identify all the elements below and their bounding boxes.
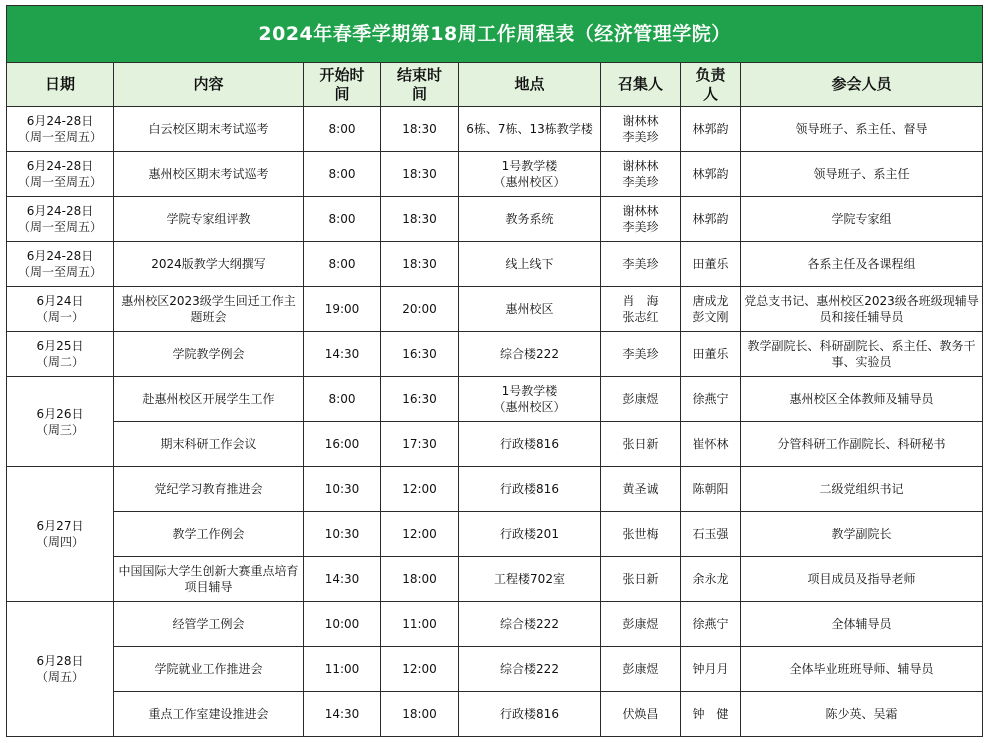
date-line1: 6月24-28日	[26, 159, 94, 173]
start-time-cell: 10:30	[304, 512, 381, 557]
date-line2: （周一至周五）	[17, 220, 102, 234]
attendees-cell: 全体毕业班班导师、辅导员	[741, 647, 983, 692]
start-time-cell: 11:00	[304, 647, 381, 692]
location-line1: 1号教学楼	[501, 159, 558, 173]
location-line1: 教务系统	[505, 212, 554, 226]
location-cell	[459, 557, 601, 602]
table-row	[7, 197, 983, 242]
attendees-cell: 教学副院长	[741, 512, 983, 557]
location-cell	[459, 287, 601, 332]
content-cell: 党纪学习教育推进会	[114, 467, 304, 512]
end-time-cell: 18:30	[381, 197, 459, 242]
convener-line2: 李美珍	[622, 175, 659, 189]
convener-line1: 肖 海	[622, 294, 659, 308]
end-time-cell: 18:30	[381, 152, 459, 197]
location-line1: 行政楼816	[500, 707, 559, 721]
responsible-line1: 徐燕宁	[692, 392, 729, 406]
attendees-cell: 惠州校区全体教师及辅导员	[741, 377, 983, 422]
content-cell: 学院专家组评教	[114, 197, 304, 242]
table-row	[7, 377, 983, 422]
location-cell	[459, 152, 601, 197]
location-line1: 综合楼222	[500, 617, 559, 631]
convener-cell	[601, 332, 681, 377]
responsible-cell	[681, 197, 741, 242]
responsible-line2: 彭文刚	[692, 310, 729, 324]
start-time-cell: 10:30	[304, 467, 381, 512]
location-line1: 综合楼222	[500, 662, 559, 676]
end-time-cell: 20:00	[381, 287, 459, 332]
header-start-time	[304, 63, 381, 107]
end-time-cell: 12:00	[381, 512, 459, 557]
table-row	[7, 557, 983, 602]
attendees-cell: 二级党组织书记	[741, 467, 983, 512]
header-location: 地点	[459, 63, 601, 107]
convener-line1: 张世梅	[622, 527, 659, 541]
date-line2: （周一至周五）	[17, 130, 102, 144]
convener-line1: 张日新	[622, 572, 659, 586]
date-line2: （周一至周五）	[17, 175, 102, 189]
convener-line2: 李美珍	[622, 130, 659, 144]
content-cell: 白云校区期末考试巡考	[114, 107, 304, 152]
start-time-cell: 14:30	[304, 332, 381, 377]
date-line1: 6月24-28日	[26, 114, 94, 128]
location-line1: 行政楼816	[500, 482, 559, 496]
content-cell: 2024版教学大纲撰写	[114, 242, 304, 287]
content-cell: 学院就业工作推进会	[114, 647, 304, 692]
location-cell	[459, 602, 601, 647]
responsible-line1: 林郭韵	[692, 167, 729, 181]
table-row	[7, 242, 983, 287]
location-cell	[459, 377, 601, 422]
attendees-cell: 学院专家组	[741, 197, 983, 242]
convener-cell	[601, 107, 681, 152]
location-cell	[459, 242, 601, 287]
location-line1: 线上线下	[505, 257, 554, 271]
location-line1: 行政楼816	[500, 437, 559, 451]
header-start-line1: 开始时	[319, 65, 365, 84]
end-time-cell: 16:30	[381, 377, 459, 422]
schedule-table	[6, 5, 983, 737]
start-time-cell: 14:30	[304, 557, 381, 602]
convener-cell	[601, 197, 681, 242]
header-convener: 召集人	[601, 63, 681, 107]
responsible-line1: 崔怀林	[692, 437, 729, 451]
date-line2: （周二）	[35, 355, 84, 369]
responsible-line1: 田董乐	[692, 347, 729, 361]
header-date: 日期	[7, 63, 114, 107]
location-cell	[459, 467, 601, 512]
date-line1: 6月24-28日	[26, 204, 94, 218]
location-line1: 行政楼201	[500, 527, 559, 541]
convener-cell	[601, 557, 681, 602]
responsible-line1: 余永龙	[692, 572, 729, 586]
attendees-cell: 全体辅导员	[741, 602, 983, 647]
content-cell: 期末科研工作会议	[114, 422, 304, 467]
table-row	[7, 512, 983, 557]
attendees-cell: 陈少英、吴霜	[741, 692, 983, 737]
date-line1: 6月24日	[36, 294, 84, 308]
end-time-cell: 18:00	[381, 557, 459, 602]
date-line1: 6月24-28日	[26, 249, 94, 263]
date-cell	[7, 602, 114, 737]
responsible-line1: 林郭韵	[692, 122, 729, 136]
convener-line1: 谢林林	[622, 204, 659, 218]
convener-line1: 彭康煜	[622, 662, 659, 676]
date-cell	[7, 287, 114, 332]
responsible-line1: 徐燕宁	[692, 617, 729, 631]
table-row	[7, 602, 983, 647]
responsible-line1: 钟 健	[692, 707, 729, 721]
responsible-cell	[681, 332, 741, 377]
content-cell: 学院教学例会	[114, 332, 304, 377]
convener-line1: 李美珍	[622, 257, 659, 271]
content-cell: 惠州校区期末考试巡考	[114, 152, 304, 197]
start-time-cell: 16:00	[304, 422, 381, 467]
convener-line1: 李美珍	[622, 347, 659, 361]
start-time-cell: 8:00	[304, 197, 381, 242]
convener-cell	[601, 512, 681, 557]
convener-line1: 伏焕昌	[622, 707, 659, 721]
date-cell	[7, 107, 114, 152]
responsible-cell	[681, 647, 741, 692]
location-line2: （惠州校区）	[493, 400, 566, 414]
date-line2: （周三）	[35, 422, 84, 437]
date-line2: （周一至周五）	[17, 265, 102, 279]
location-cell	[459, 422, 601, 467]
responsible-cell	[681, 287, 741, 332]
convener-line1: 彭康煜	[622, 617, 659, 631]
convener-cell	[601, 467, 681, 512]
header-attendees: 参会人员	[741, 63, 983, 107]
table-row	[7, 152, 983, 197]
attendees-cell: 教学副院长、科研副院长、系主任、教务干事、实验员	[741, 332, 983, 377]
convener-line1: 谢林林	[622, 114, 659, 128]
date-line2: （周一）	[35, 310, 84, 324]
convener-line1: 彭康煜	[622, 392, 659, 406]
attendees-cell: 各系主任及各课程组	[741, 242, 983, 287]
date-line1: 6月25日	[36, 339, 84, 353]
location-line1: 惠州校区	[505, 302, 554, 316]
content-cell: 中国国际大学生创新大赛重点培育项目辅导	[114, 557, 304, 602]
header-responsible	[681, 63, 741, 107]
attendees-cell: 领导班子、系主任、督导	[741, 107, 983, 152]
responsible-line1: 石玉强	[692, 527, 729, 541]
end-time-cell: 16:30	[381, 332, 459, 377]
date-line1: 6月27日	[36, 519, 84, 533]
start-time-cell: 8:00	[304, 377, 381, 422]
page-title: 2024年春季学期第18周工作周程表（经济管理学院）	[7, 6, 983, 63]
header-resp-line1: 负责	[695, 65, 726, 84]
end-time-cell: 18:00	[381, 692, 459, 737]
content-cell: 惠州校区2023级学生回迁工作主题班会	[114, 287, 304, 332]
convener-line1: 谢林林	[622, 159, 659, 173]
table-row	[7, 422, 983, 467]
responsible-cell	[681, 512, 741, 557]
responsible-line1: 唐成龙	[692, 294, 729, 308]
convener-cell	[601, 242, 681, 287]
table-row	[7, 287, 983, 332]
header-row	[7, 63, 983, 107]
responsible-cell	[681, 422, 741, 467]
table-row	[7, 692, 983, 737]
date-line2: （周五）	[35, 670, 84, 684]
end-time-cell: 11:00	[381, 602, 459, 647]
responsible-cell	[681, 107, 741, 152]
responsible-line1: 钟月月	[692, 662, 729, 676]
convener-line2: 张志红	[622, 310, 659, 324]
convener-line1: 黄圣诚	[622, 482, 659, 496]
table-row	[7, 107, 983, 152]
start-time-cell: 8:00	[304, 242, 381, 287]
schedule-sheet	[6, 5, 982, 737]
location-line1: 6栋、7栋、13栋教学楼	[466, 122, 593, 136]
attendees-cell: 项目成员及指导老师	[741, 557, 983, 602]
date-cell	[7, 467, 114, 602]
table-row	[7, 332, 983, 377]
location-cell	[459, 107, 601, 152]
content-cell: 经管学工例会	[114, 602, 304, 647]
convener-cell	[601, 152, 681, 197]
location-line1: 综合楼222	[500, 347, 559, 361]
location-line1: 工程楼702室	[494, 572, 565, 586]
location-line1: 1号教学楼	[501, 384, 558, 398]
location-cell	[459, 197, 601, 242]
date-cell	[7, 377, 114, 467]
start-time-cell: 8:00	[304, 152, 381, 197]
header-start-line2: 间	[334, 84, 350, 103]
attendees-cell: 党总支书记、惠州校区2023级各班级现辅导员和接任辅导员	[741, 287, 983, 332]
content-cell: 赴惠州校区开展学生工作	[114, 377, 304, 422]
location-cell	[459, 332, 601, 377]
end-time-cell: 18:30	[381, 242, 459, 287]
responsible-cell	[681, 242, 741, 287]
header-end-line1: 结束时	[396, 65, 442, 84]
date-cell	[7, 152, 114, 197]
responsible-line1: 田董乐	[692, 257, 729, 271]
start-time-cell: 8:00	[304, 107, 381, 152]
start-time-cell: 14:30	[304, 692, 381, 737]
convener-cell	[601, 287, 681, 332]
date-cell	[7, 242, 114, 287]
start-time-cell: 10:00	[304, 602, 381, 647]
start-time-cell: 19:00	[304, 287, 381, 332]
responsible-cell	[681, 557, 741, 602]
convener-cell	[601, 647, 681, 692]
convener-cell	[601, 377, 681, 422]
responsible-line1: 陈朝阳	[692, 482, 729, 496]
title-row	[7, 6, 983, 63]
responsible-line1: 林郭韵	[692, 212, 729, 226]
content-cell: 重点工作室建设推进会	[114, 692, 304, 737]
table-row	[7, 647, 983, 692]
location-cell	[459, 512, 601, 557]
location-cell	[459, 692, 601, 737]
end-time-cell: 12:00	[381, 647, 459, 692]
end-time-cell: 12:00	[381, 467, 459, 512]
location-line2: （惠州校区）	[493, 175, 566, 189]
date-line1: 6月28日	[36, 654, 84, 668]
date-cell	[7, 332, 114, 377]
header-resp-line2: 人	[702, 84, 718, 103]
convener-line1: 张日新	[622, 437, 659, 451]
end-time-cell: 17:30	[381, 422, 459, 467]
responsible-cell	[681, 692, 741, 737]
convener-cell	[601, 602, 681, 647]
attendees-cell: 领导班子、系主任	[741, 152, 983, 197]
convener-cell	[601, 692, 681, 737]
responsible-cell	[681, 152, 741, 197]
date-line1: 6月26日	[36, 406, 84, 421]
convener-cell	[601, 422, 681, 467]
header-content: 内容	[114, 63, 304, 107]
responsible-cell	[681, 467, 741, 512]
table-row	[7, 467, 983, 512]
header-end-line2: 间	[411, 84, 427, 103]
end-time-cell: 18:30	[381, 107, 459, 152]
responsible-cell	[681, 377, 741, 422]
location-cell	[459, 647, 601, 692]
date-line2: （周四）	[35, 535, 84, 549]
convener-line2: 李美珍	[622, 220, 659, 234]
responsible-cell	[681, 602, 741, 647]
content-cell: 教学工作例会	[114, 512, 304, 557]
date-cell	[7, 197, 114, 242]
header-end-time	[381, 63, 459, 107]
attendees-cell: 分管科研工作副院长、科研秘书	[741, 422, 983, 467]
